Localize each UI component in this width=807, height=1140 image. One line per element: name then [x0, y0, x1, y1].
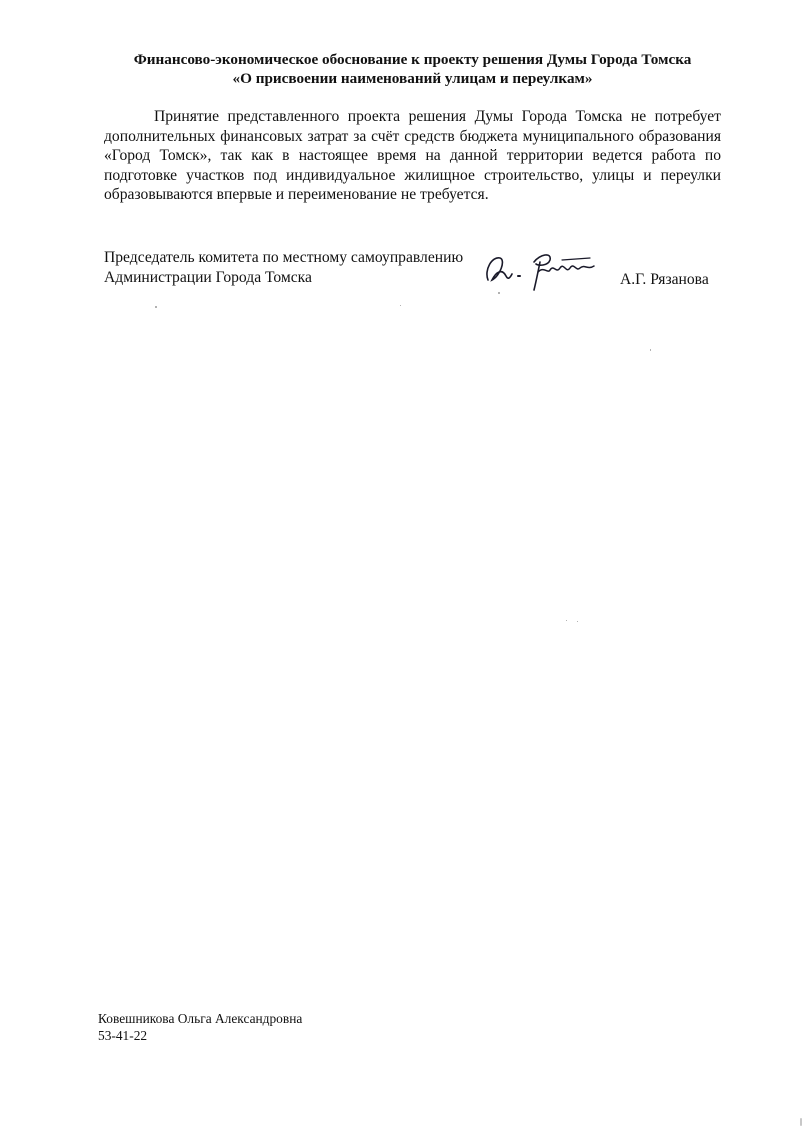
scan-speck — [800, 1118, 802, 1126]
scan-speck — [650, 349, 651, 351]
scan-speck — [577, 621, 578, 622]
executor-phone: 53-41-22 — [98, 1028, 148, 1043]
signer-position-line-2: Администрации Города Томска — [104, 268, 312, 286]
signer-position — [104, 248, 504, 287]
body-paragraph: Принятие представленного проекта решения Думы Города Томска не потребует дополнительных финансовых затрат за счёт средств бюджета муниципального образования «Город Томск», так как в настоящее время на данной территории ведется работа по подготовке участков под индивидуальное жилищное строительство, улицы и переулки образовываются впервые и переименование не требуется. — [104, 108, 721, 203]
handwritten-signature — [478, 242, 608, 294]
executor-info — [98, 1010, 302, 1044]
scan-speck — [400, 305, 401, 306]
title-line-2: «О присвоении наименований улицам и переулкам» — [232, 70, 593, 87]
document-title — [60, 50, 765, 88]
scan-speck — [155, 306, 157, 308]
signer-name: А.Г. Рязанова — [620, 271, 709, 288]
title-line-1: Финансово-экономическое обоснование к проекту решения Думы Города Томска — [133, 51, 692, 68]
scan-speck — [566, 620, 567, 621]
signer-position-line-1: Председатель комитета по местному самоуправлению — [104, 249, 464, 266]
scan-speck — [498, 292, 500, 294]
executor-name: Ковешникова Ольга Александровна — [98, 1011, 303, 1026]
